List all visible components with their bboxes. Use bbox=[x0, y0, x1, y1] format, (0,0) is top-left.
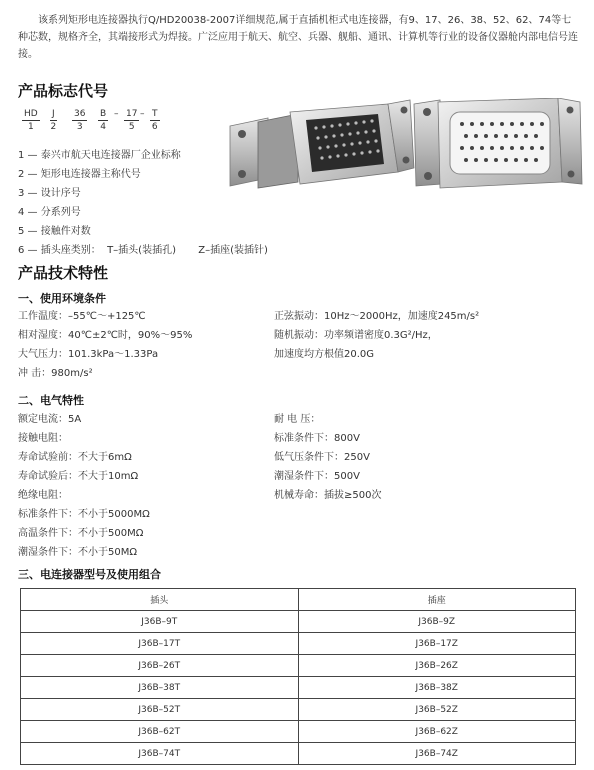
spec-line: 机械寿命：插拔≥500次 bbox=[274, 490, 382, 501]
spec-line: 耐 电 压： bbox=[274, 414, 321, 425]
plug-connector-image bbox=[230, 100, 414, 188]
legend-item: 1 — 泰兴市航天电连接器厂企业标称 bbox=[18, 150, 181, 161]
code-part-5: 17 5 bbox=[126, 109, 138, 132]
env-conditions-right bbox=[274, 307, 479, 364]
elec-properties-left bbox=[18, 410, 150, 562]
table-row bbox=[21, 677, 576, 699]
spec-line: 标准条件下：不小于5000MΩ bbox=[18, 509, 150, 520]
spec-line: 冲 击：980m/s² bbox=[18, 368, 93, 379]
code-part-3: 36 3 bbox=[74, 109, 86, 132]
section-title-code: 产品标志代号 bbox=[18, 82, 109, 100]
table-row bbox=[21, 633, 576, 655]
code-part-2: J 2 bbox=[50, 109, 57, 132]
legend-item: 6 — 插头座类别： T–插头(装插孔) Z–插座(装插针) bbox=[18, 245, 268, 256]
spec-line: 潮湿条件下：500V bbox=[274, 471, 360, 482]
table-row bbox=[21, 721, 576, 743]
code-separator: – bbox=[140, 109, 145, 119]
subsection-title-env: 一、使用环境条件 bbox=[18, 292, 106, 305]
intro-paragraph: 该系列矩形电连接器执行Q/HD20038-2007详细规范,属于直插机柜式电连接器，有9、17、26、38、52、62、74等七种芯数，规格齐全，其端接形式为焊接。广泛应用于航天、航空、兵器、舰船、通讯、计算机等行业的设备仪器舱内部电信号连接。 bbox=[18, 15, 578, 60]
spec-line: 寿命试验后：不大于10mΩ bbox=[18, 471, 139, 482]
plug-model-cell: J36B–26T bbox=[21, 655, 299, 677]
code-part-4: B 4 bbox=[100, 109, 107, 132]
elec-properties-right bbox=[274, 410, 381, 505]
spec-line: 随机振动：功率频谱密度0.3G²/Hz， bbox=[274, 330, 438, 341]
plug-model-cell: J36B–9T bbox=[21, 611, 299, 633]
column-header-plug: 插头 bbox=[21, 589, 299, 611]
socket-model-cell: J36B–52Z bbox=[298, 699, 576, 721]
spec-line: 潮湿条件下：不小于50MΩ bbox=[18, 547, 137, 558]
spec-line: 低气压条件下：250V bbox=[274, 452, 370, 463]
socket-model-cell: J36B–9Z bbox=[298, 611, 576, 633]
legend-item: 3 — 设计序号 bbox=[18, 188, 81, 199]
code-separator: – bbox=[114, 109, 119, 119]
section-title-tech: 产品技术特性 bbox=[18, 264, 109, 282]
column-header-socket: 插座 bbox=[298, 589, 576, 611]
env-conditions-left bbox=[18, 307, 192, 383]
socket-model-cell: J36B–26Z bbox=[298, 655, 576, 677]
model-combination-table bbox=[20, 588, 576, 765]
plug-model-cell: J36B–74T bbox=[21, 743, 299, 765]
legend-item: 2 — 矩形电连接器主称代号 bbox=[18, 169, 141, 180]
socket-model-cell: J36B–62Z bbox=[298, 721, 576, 743]
plug-model-cell: J36B–52T bbox=[21, 699, 299, 721]
subsection-title-models: 三、电连接器型号及使用组合 bbox=[18, 568, 161, 581]
code-part-1: HD 1 bbox=[24, 109, 38, 132]
legend-item: 5 — 接触件对数 bbox=[18, 226, 91, 237]
table-header-row bbox=[21, 589, 576, 611]
spec-line: 标准条件下：800V bbox=[274, 433, 360, 444]
plug-model-cell: J36B–38T bbox=[21, 677, 299, 699]
spec-line: 额定电流：5A bbox=[18, 414, 82, 425]
legend-item: 4 — 分系列号 bbox=[18, 207, 81, 218]
code-part-6: T 6 bbox=[151, 109, 158, 132]
spec-line: 加速度均方根值20.0G bbox=[274, 349, 375, 360]
spec-line: 接触电阻： bbox=[18, 433, 68, 444]
plug-model-cell: J36B–17T bbox=[21, 633, 299, 655]
table-row bbox=[21, 743, 576, 765]
connector-product-image bbox=[228, 98, 584, 190]
table-row bbox=[21, 699, 576, 721]
spec-line: 工作温度：–55℃～+125℃ bbox=[18, 311, 146, 322]
socket-model-cell: J36B–38Z bbox=[298, 677, 576, 699]
spec-line: 寿命试验前：不大于6mΩ bbox=[18, 452, 132, 463]
spec-line: 正弦振动：10Hz～2000Hz，加速度245m/s² bbox=[274, 311, 480, 322]
plug-model-cell: J36B–62T bbox=[21, 721, 299, 743]
spec-line: 绝缘电阻： bbox=[18, 490, 68, 501]
subsection-title-elec: 二、电气特性 bbox=[18, 394, 84, 407]
table-row bbox=[21, 655, 576, 677]
socket-model-cell: J36B–74Z bbox=[298, 743, 576, 765]
spec-line: 大气压力：101.3kPa～1.33Pa bbox=[18, 349, 159, 360]
socket-connector-image bbox=[414, 98, 582, 188]
socket-model-cell: J36B–17Z bbox=[298, 633, 576, 655]
spec-line: 相对湿度：40℃±2℃时，90%～95% bbox=[18, 330, 193, 341]
spec-line: 高温条件下：不小于500MΩ bbox=[18, 528, 144, 539]
table-row bbox=[21, 611, 576, 633]
